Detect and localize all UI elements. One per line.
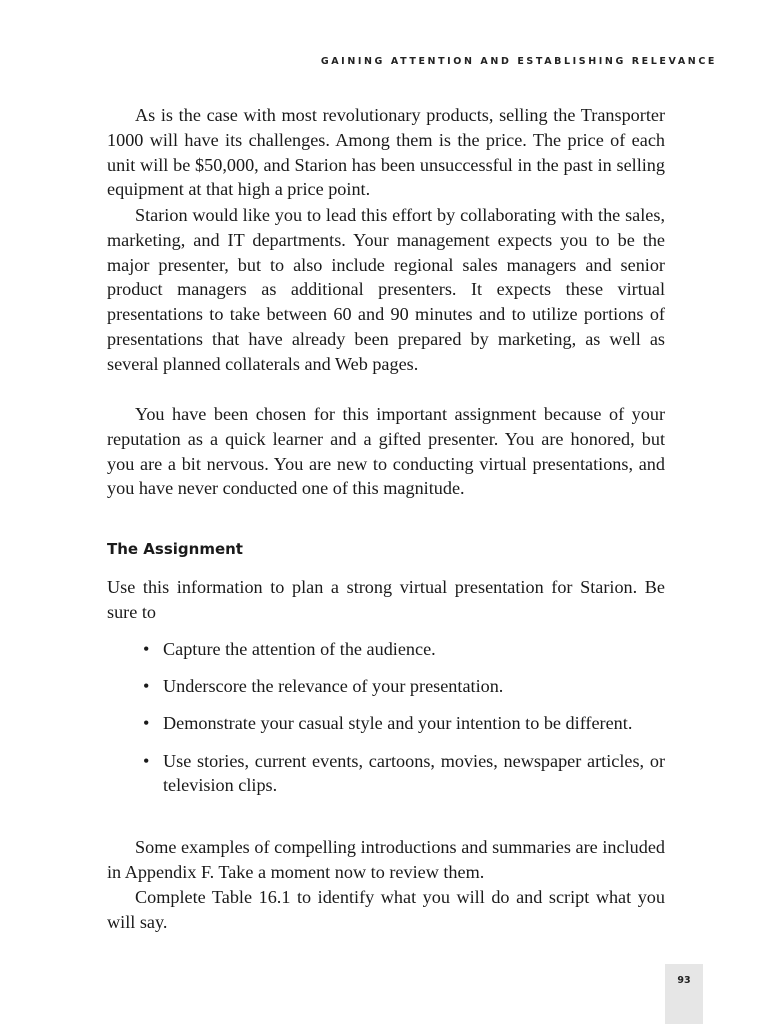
bullet-icon: • — [143, 750, 150, 771]
running-head: GAINING ATTENTION AND ESTABLISHING RELEVANCE — [320, 56, 717, 67]
body-paragraph: You have been chosen for this important assignment because of your reputation as a quick learner and a gifted presenter. You are honored, but you are a bit nervous. You are new to conducting virtual presentations, and you have never conducted one of this magnitude. — [107, 404, 665, 499]
bullet-text: Use stories, current events, cartoons, movies, newspaper articles, or television clips. — [163, 750, 665, 796]
body-paragraph: Starion would like you to lead this effort by collaborating with the sales, marketing, and IT departments. Your management expects you to be the major presenter, but to also include regional sales managers and senior product managers as additional presenters. It expects these virtual presentations to take between 60 and 90 minutes and to utilize portions of presentations that have already been prepared by marketing, as well as several planned collaterals and Web pages. — [107, 205, 665, 374]
body-paragraph: As is the case with most revolutionary products, selling the Transporter 1000 will have its challenges. Among them is the price. The price of each unit will be $50,000, and Starion has been unsuccessful in the past in selling equipment at that high a price point. — [107, 105, 665, 200]
body-paragraph: Some examples of compelling introductions and summaries are included in Appendix F. Take a moment now to review them. — [107, 837, 665, 882]
assignment-intro: Use this information to plan a strong virtual presentation for Starion. Be sure to — [107, 577, 665, 622]
bullet-text: Demonstrate your casual style and your intention to be different. — [163, 713, 633, 734]
bullet-item — [107, 711, 665, 736]
bullet-icon: • — [143, 639, 150, 659]
bullet-item — [107, 674, 665, 699]
bullet-icon: • — [143, 713, 150, 734]
page-number: 93 — [677, 975, 691, 986]
page-number-tab — [665, 964, 703, 1024]
bullet-icon: • — [143, 676, 150, 697]
body-paragraph: Complete Table 16.1 to identify what you will do and script what you will say. — [107, 887, 665, 932]
bullet-list — [107, 637, 665, 811]
bullet-text: Capture the attention of the audience. — [163, 639, 436, 659]
section-heading: The Assignment — [107, 540, 243, 558]
bullet-item — [107, 637, 665, 662]
bullet-item — [107, 749, 665, 799]
bullet-text: Underscore the relevance of your presentation. — [163, 676, 504, 697]
